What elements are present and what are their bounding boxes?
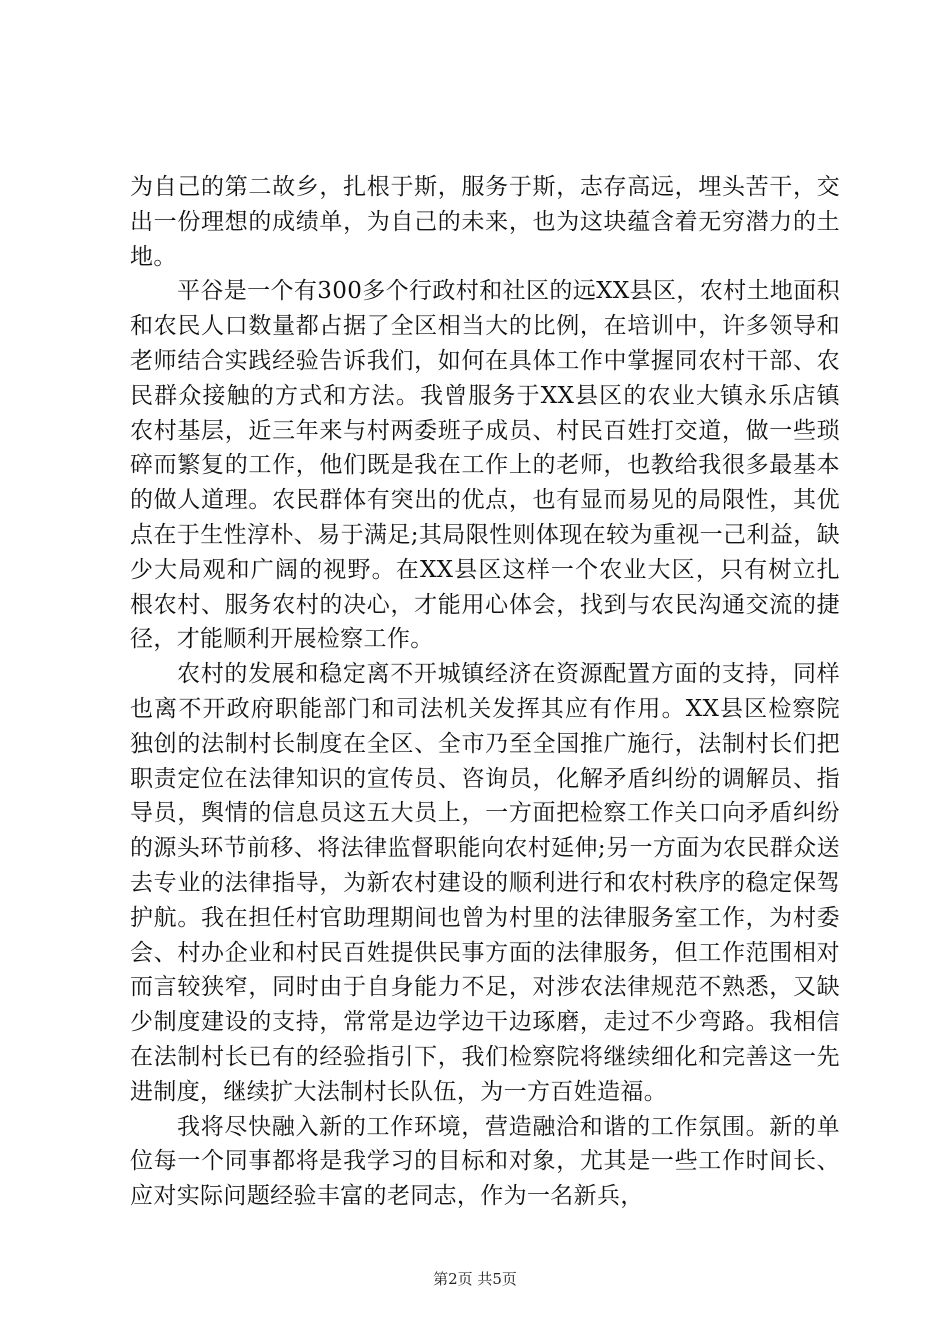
paragraph-1: 为自己的第二故乡，扎根于斯，服务于斯，志存高远，埋头苦干，交出一份理想的成绩单，为自己的未来，也为这块蕴含着无穷潜力的土地。 (130, 174, 840, 270)
paragraph-2: 平谷是一个有300多个行政村和社区的远XX县区，农村土地面积和农民人口数量都占据了全区相当大的比例，在培训中，许多领导和老师结合实践经验告诉我们，如何在具体工作中掌握同农村干部、农民群众接触的方式和方法。我曾服务于XX县区的农业大镇永乐店镇农村基层，近三年来与村两委班子成员、村民百姓打交道，做一些琐碎而繁复的工作，他们既是我在工作上的老师，也教给我很多最基本的做人道理。农民群体有突出的优点，也有显而易见的局限性，其优点在于生性淳朴、易于满足;其局限性则体现在较为重视一己利益，缺少大局观和广阔的视野。在XX县区这样一个农业大区，只有树立扎根农村、服务农村的决心，才能用心体会，找到与农民沟通交流的捷径，才能顺利开展检察工作。 (130, 278, 840, 653)
paragraph-4: 我将尽快融入新的工作环境，营造融洽和谐的工作氛围。新的单位每一个同事都将是我学习的目标和对象，尤其是一些工作时间长、应对实际问题经验丰富的老同志，作为一名新兵， (130, 1113, 840, 1210)
page-number-footer: 第2页 共5页 (433, 1270, 517, 1288)
document-body (130, 170, 840, 1214)
paragraph-3: 农村的发展和稳定离不开城镇经济在资源配置方面的支持，同样也离不开政府职能部门和司法机关发挥其应有作用。XX县区检察院独创的法制村长制度在全区、全市乃至全国推广施行，法制村长们把职责定位在法律知识的宣传员、咨询员，化解矛盾纠纷的调解员、指导员，舆情的信息员这五大员上，一方面把检察工作关口向矛盾纠纷的源头环节前移、将法律监督职能向农村延伸;另一方面为农民群众送去专业的法律指导，为新农村建设的顺利进行和农村秩序的稳定保驾护航。我在担任村官助理期间也曾为村里的法律服务室工作，为村委会、村办企业和村民百姓提供民事方面的法律服务，但工作范围相对而言较狭窄，同时由于自身能力不足，对涉农法律规范不熟悉，又缺少制度建设的支持，常常是边学边干边琢磨，走过不少弯路。我相信在法制村长已有的经验指引下，我们检察院将继续细化和完善这一先进制度，继续扩大法制村长队伍，为一方百姓造福。 (130, 661, 840, 1105)
